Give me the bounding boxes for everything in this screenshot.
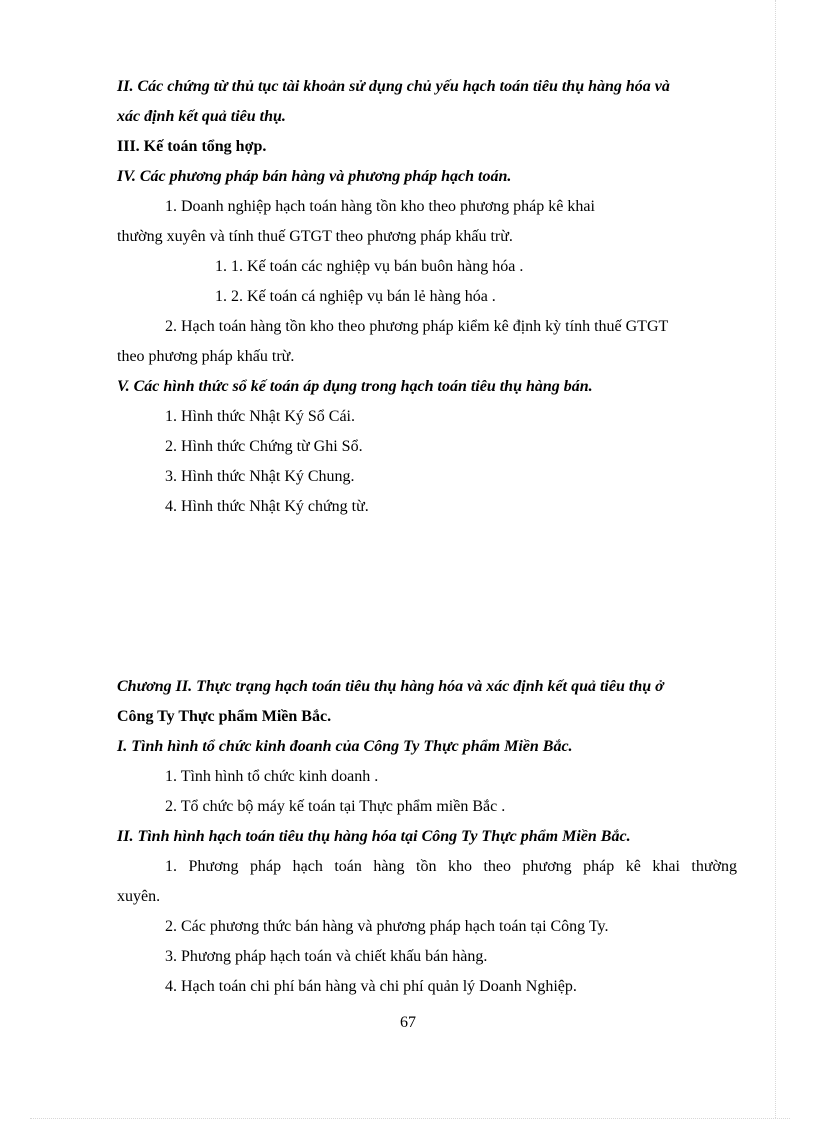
- list-item: 2. Tổ chức bộ máy kế toán tại Thực phẩm miền Bắc .: [165, 798, 506, 815]
- section-heading-iii: III. Kế toán tổng hợp.: [117, 138, 267, 155]
- page-border-bottom: [30, 1118, 790, 1119]
- section-heading-v: V. Các hình thức sổ kế toán áp dụng trong hạch toán tiêu thụ hàng bán.: [117, 378, 593, 395]
- page-number: 67: [400, 1014, 416, 1031]
- paragraph-item: 1. Phương pháp hạch toán hàng tồn kho theo phương pháp kê khai thường: [165, 858, 737, 875]
- chapter-heading-cont: Công Ty Thực phẩm Miền Bắc.: [117, 708, 332, 725]
- list-item: 2. Các phương thức bán hàng và phương pháp hạch toán tại Công Ty.: [165, 918, 609, 935]
- paragraph-item-cont: theo phương pháp khấu trừ.: [117, 348, 295, 365]
- sub-item: 1. 2. Kế toán cá nghiệp vụ bán lẻ hàng hóa .: [215, 288, 496, 305]
- sub-item: 1. 1. Kế toán các nghiệp vụ bán buôn hàng hóa .: [215, 258, 524, 275]
- paragraph-item-cont: xuyên.: [117, 888, 161, 905]
- chapter-heading: Chương II. Thực trạng hạch toán tiêu thụ hàng hóa và xác định kết quả tiêu thụ ở: [117, 678, 664, 695]
- section-heading-ii: II. Các chứng từ thủ tục tài khoản sử dụng chủ yếu hạch toán tiêu thụ hàng hóa và: [117, 78, 670, 95]
- list-item: 1. Tình hình tổ chức kinh doanh .: [165, 768, 379, 785]
- section-heading-ii-chapter2: II. Tình hình hạch toán tiêu thụ hàng hóa tại Công Ty Thực phẩm Miền Bắc.: [117, 828, 631, 845]
- list-item: 4. Hình thức Nhật Ký chứng từ.: [165, 498, 369, 515]
- section-heading-i: I. Tình hình tổ chức kinh đoanh của Công Ty Thực phẩm Miền Bắc.: [117, 738, 573, 755]
- section-heading-iv: IV. Các phương pháp bán hàng và phương pháp hạch toán.: [117, 168, 512, 185]
- list-item: 2. Hình thức Chứng từ Ghi Sổ.: [165, 438, 363, 455]
- section-heading-ii-cont: xác định kết quả tiêu thụ.: [117, 108, 286, 125]
- list-item: 1. Hình thức Nhật Ký Sổ Cái.: [165, 408, 355, 425]
- list-item: 3. Phương pháp hạch toán và chiết khấu bán hàng.: [165, 948, 488, 965]
- list-item: 3. Hình thức Nhật Ký Chung.: [165, 468, 355, 485]
- paragraph-item: 1. Doanh nghiệp hạch toán hàng tồn kho theo phương pháp kê khai: [165, 198, 595, 215]
- paragraph-item-cont: thường xuyên và tính thuế GTGT theo phương pháp khấu trừ.: [117, 228, 513, 245]
- page-border-right: [775, 0, 776, 1118]
- list-item: 4. Hạch toán chi phí bán hàng và chi phí quản lý Doanh Nghiệp.: [165, 978, 577, 995]
- paragraph-item: 2. Hạch toán hàng tồn kho theo phương pháp kiểm kê định kỳ tính thuế GTGT: [165, 318, 669, 335]
